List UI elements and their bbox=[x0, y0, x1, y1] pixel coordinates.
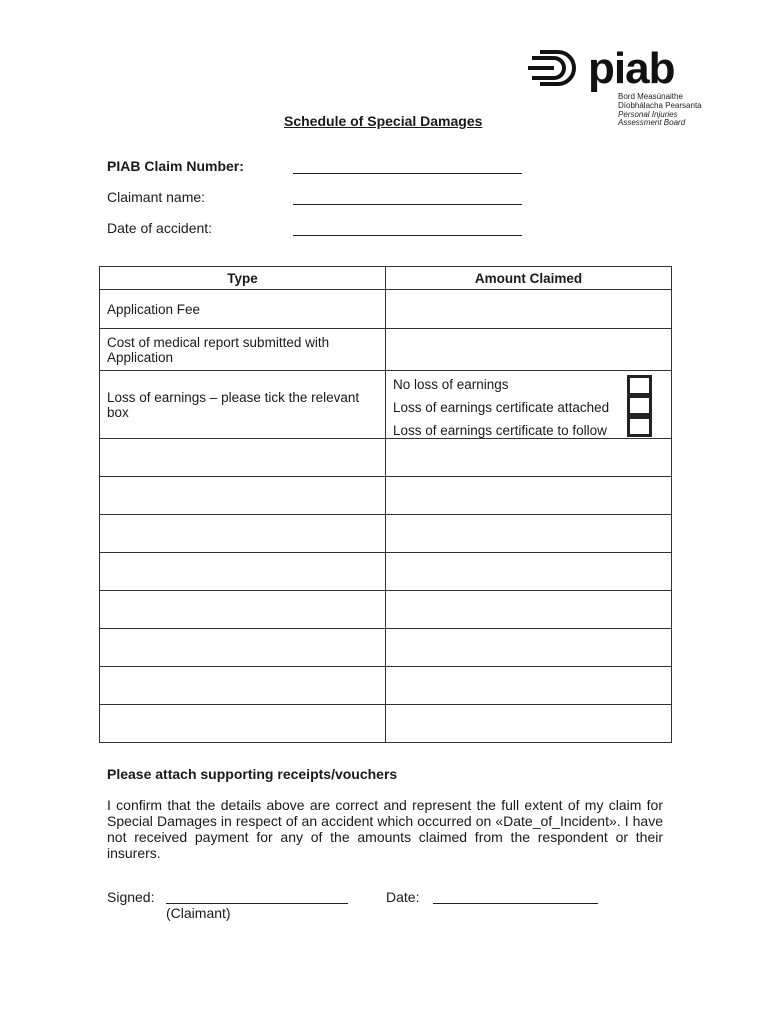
table-row bbox=[100, 439, 672, 477]
application-fee-label: Application Fee bbox=[100, 290, 386, 329]
table-row bbox=[100, 629, 672, 667]
type-cell[interactable] bbox=[100, 553, 386, 591]
table-row bbox=[100, 371, 672, 439]
certificate-to-follow-option-label: Loss of earnings certificate to follow bbox=[393, 423, 607, 438]
signature-date-field[interactable] bbox=[433, 903, 598, 904]
certificate-attached-checkbox[interactable] bbox=[627, 395, 652, 416]
signature-field[interactable] bbox=[166, 903, 348, 904]
certificate-to-follow-checkbox[interactable] bbox=[627, 416, 652, 437]
certificate-attached-option-label: Loss of earnings certificate attached bbox=[393, 400, 610, 415]
medical-report-amount[interactable] bbox=[386, 329, 672, 371]
table-row bbox=[100, 591, 672, 629]
date-of-accident-field[interactable] bbox=[293, 235, 522, 236]
table-row bbox=[100, 290, 672, 329]
amount-claimed-header: Amount Claimed bbox=[386, 267, 672, 290]
amount-cell[interactable] bbox=[386, 477, 672, 515]
type-cell[interactable] bbox=[100, 439, 386, 477]
table-row bbox=[100, 515, 672, 553]
logo-english-line-2: Assessment Board bbox=[618, 118, 686, 127]
type-cell[interactable] bbox=[100, 667, 386, 705]
amount-cell[interactable] bbox=[386, 515, 672, 553]
amount-cell[interactable] bbox=[386, 553, 672, 591]
amount-cell[interactable] bbox=[386, 705, 672, 743]
piab-logo bbox=[528, 44, 708, 128]
amount-cell[interactable] bbox=[386, 439, 672, 477]
logo-irish-line-2: Díobhálacha Pearsanta bbox=[618, 101, 702, 110]
type-cell[interactable] bbox=[100, 629, 386, 667]
date-label: Date: bbox=[386, 889, 420, 905]
piab-logo-icon bbox=[528, 50, 584, 90]
claimant-caption: (Claimant) bbox=[166, 905, 231, 921]
type-cell[interactable] bbox=[100, 705, 386, 743]
amount-cell[interactable] bbox=[386, 591, 672, 629]
type-cell[interactable] bbox=[100, 477, 386, 515]
confirmation-statement: I confirm that the details above are correct and represent the full extent of my claim for Special Damages in respect of an accident which occurred on «Date_of_Incident». I have not received payment for any of the amounts claimed from the respondent or their insurers. bbox=[107, 797, 663, 861]
table-row bbox=[100, 553, 672, 591]
amount-cell[interactable] bbox=[386, 629, 672, 667]
table-row bbox=[100, 667, 672, 705]
claim-number-label: PIAB Claim Number: bbox=[107, 158, 244, 174]
attach-receipts-note: Please attach supporting receipts/vouchers bbox=[107, 766, 398, 782]
claim-number-field[interactable] bbox=[293, 173, 522, 174]
type-cell[interactable] bbox=[100, 515, 386, 553]
no-loss-checkbox[interactable] bbox=[627, 375, 652, 396]
type-header: Type bbox=[100, 267, 386, 290]
type-cell[interactable] bbox=[100, 591, 386, 629]
table-header-row bbox=[100, 267, 672, 290]
table-row bbox=[100, 329, 672, 371]
table-row bbox=[100, 477, 672, 515]
claimant-name-label: Claimant name: bbox=[107, 189, 206, 205]
application-fee-amount[interactable] bbox=[386, 290, 672, 329]
signed-label: Signed: bbox=[107, 889, 155, 905]
logo-irish-line-1: Bord Measúnaithe bbox=[618, 92, 683, 101]
loss-of-earnings-options bbox=[386, 371, 672, 439]
logo-english-line-1: Personal Injuries bbox=[618, 110, 678, 119]
table-row bbox=[100, 705, 672, 743]
piab-wordmark: piab bbox=[588, 44, 675, 93]
page-title: Schedule of Special Damages bbox=[284, 113, 483, 129]
loss-of-earnings-label: Loss of earnings – please tick the relevant box bbox=[100, 371, 386, 439]
no-loss-option-label: No loss of earnings bbox=[393, 377, 509, 392]
amount-cell[interactable] bbox=[386, 667, 672, 705]
medical-report-label: Cost of medical report submitted with Application bbox=[100, 329, 386, 371]
date-of-accident-label: Date of accident: bbox=[107, 220, 213, 236]
damages-table bbox=[99, 266, 672, 743]
claimant-name-field[interactable] bbox=[293, 204, 522, 205]
